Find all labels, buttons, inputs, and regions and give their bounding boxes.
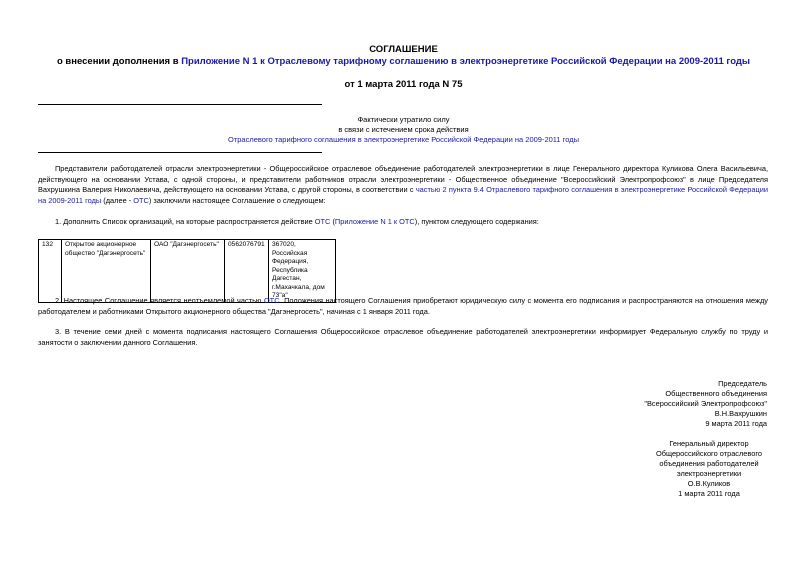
status-note [0, 115, 807, 145]
status-line-1: Фактически утратило силу [357, 115, 450, 124]
cell-number: 132 [39, 240, 62, 303]
appendix-link[interactable]: Приложение N 1 к Отраслевому тарифному соглашению в электроэнергетике Российской Федерации на 2009-2011 годы [181, 56, 751, 67]
status-link[interactable]: Отраслевого тарифного соглашения в электроэнергетике Российской Федерации на 2009-2011 годы [227, 135, 580, 144]
document-title: СОГЛАШЕНИЕ [369, 44, 438, 55]
document-subtitle [0, 56, 807, 67]
sig1-line-3: "Всероссийский Электропрофсоюз" [644, 399, 767, 408]
item-1-appendix-link[interactable]: Приложение N 1 к ОТС [334, 217, 415, 226]
item-2-text-2: . Положения настоящего Соглашения приобретают юридическую силу с момента его подписания и распространяются на отношения между работодателем и работниками Открытого акционерного общества "Дагэнергосеть", начиная с 1 января 2011 года. [38, 296, 768, 316]
divider-top [38, 104, 322, 105]
document-date: от 1 марта 2011 года N 75 [344, 79, 463, 90]
sig2-line-2: Общероссийского отраслевого [655, 449, 763, 458]
clause-link[interactable]: частью 2 пункта 9.4 Отраслевого тарифного соглашения в электроэнергетике Российской Федерации на 2009-2011 годы [38, 185, 768, 205]
item-2-paragraph [38, 296, 768, 317]
cell-address: 367020, Российская Федерация, Республика Дагестан, г.Махачкала, дом 73"а" [269, 240, 336, 303]
signature-employers [650, 439, 768, 499]
subtitle-prefix: о внесении дополнения в [56, 56, 182, 67]
cell-org-name: Открытое акционерное общество "Дагэнергосеть" [62, 240, 151, 303]
item-1-text-1: 1. Дополнить Список организаций, на которые распространяется действие [55, 217, 315, 226]
organizations-table [38, 239, 336, 303]
sig1-line-4: В.Н.Вахрушкин [714, 409, 767, 418]
table-row [39, 240, 336, 303]
item-2-ots-link[interactable]: ОТС [263, 296, 280, 305]
signature-trade-union [644, 379, 767, 429]
item-1-ots-link[interactable]: ОТС [314, 217, 331, 226]
sig2-line-1: Генеральный директор [669, 439, 749, 448]
item-1-paragraph [38, 217, 768, 228]
item-3-paragraph: 3. В течение семи дней с момента подписания настоящего Соглашения Общероссийское отраслевое объединение работодателей электроэнергетики информирует Федеральную службу по труду и занятости о заключении данного Соглашения. [38, 327, 768, 347]
sig2-line-5: О.В.Куликов [687, 479, 731, 488]
sig1-line-1: Председатель [718, 379, 767, 388]
item-2-text-1: 2. Настоящее Соглашение является неотъемлемой частью [55, 296, 264, 305]
cell-inn: 0562076791 [225, 240, 269, 303]
sig2-line-6: 1 марта 2011 года [678, 489, 740, 498]
sig2-line-4: электроэнергетики [676, 469, 742, 478]
status-line-2: в связи с истечением срока действия [338, 125, 469, 134]
ots-link[interactable]: ОТС [133, 195, 149, 205]
cell-short-name: ОАО "Дагэнергосеть" [151, 240, 225, 303]
item-1-text-2: ( [330, 217, 335, 226]
sig1-line-2: Общественного объединения [665, 389, 767, 398]
sig1-line-5: 9 марта 2011 года [705, 419, 767, 428]
sig2-line-3: объединения работодателей [659, 459, 759, 468]
preamble-text-3: ) заключили настоящее Соглашение о следующем: [148, 195, 326, 205]
divider-bottom [38, 152, 322, 153]
item-1-text-3: ), пунктом следующего содержания: [414, 217, 539, 226]
preamble-text-2: (далее - [101, 195, 134, 205]
preamble-text-1: Представители работодателей отрасли электроэнергетики - Общероссийское отраслевое объединение работодателей электроэнергетики в лице Генерального директора Куликова Олега Васильевича, действующего на основании Устава, с одной стороны, и представители работников отрасли электроэнергетики - Общественное объединение "Всероссийский Электропрофсоюз" в лице Председателя Вахрушкина Валерия Николаевича, действующего на основании Устава, с другой стороны, в соответствии с [38, 164, 768, 194]
preamble-paragraph [38, 164, 768, 206]
